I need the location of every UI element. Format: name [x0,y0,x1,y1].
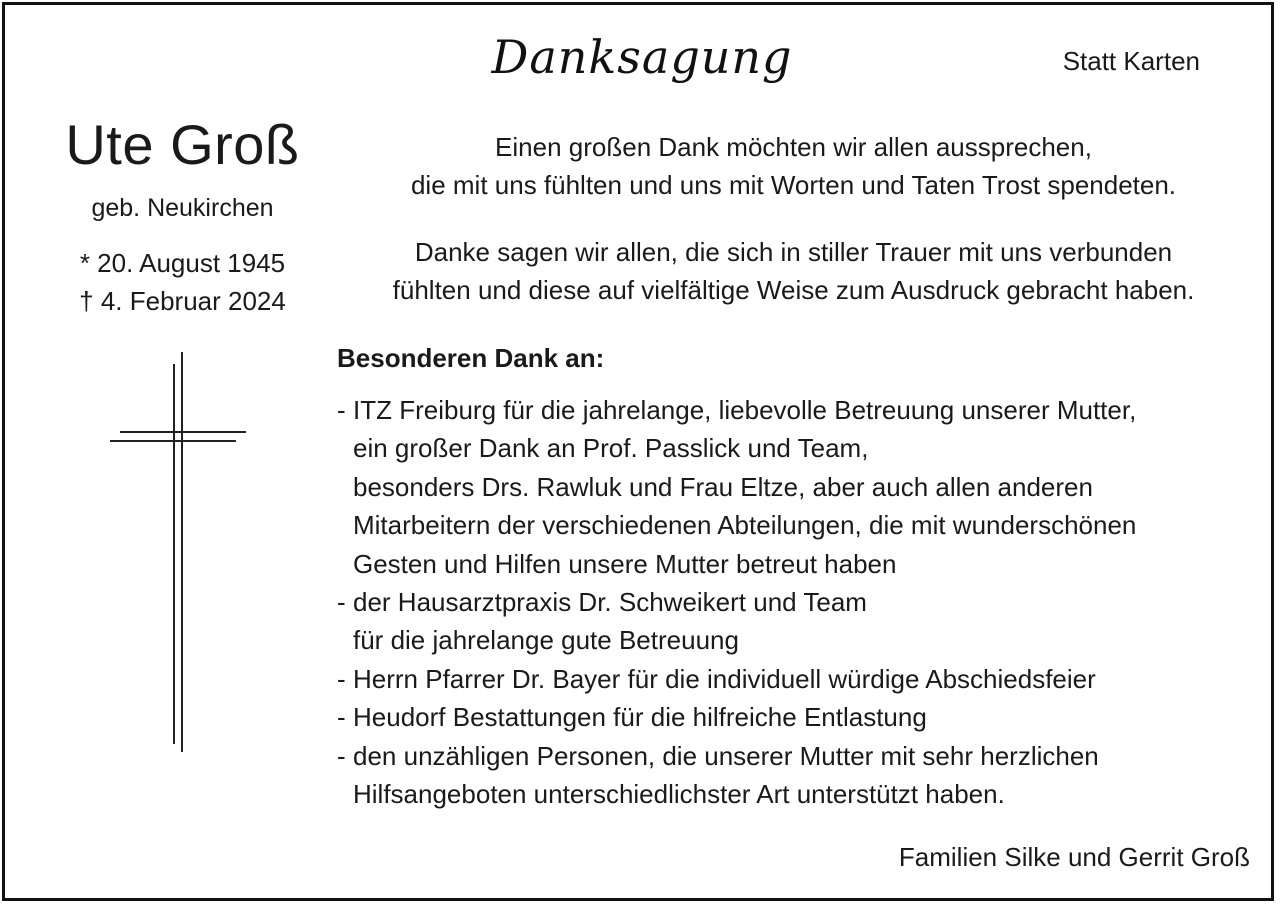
list-dash: - [337,740,346,771]
statt-karten-label: Statt Karten [1062,46,1200,76]
list-dash: - [337,587,346,618]
death-date: † 4. Februar 2024 [79,286,286,316]
list-item [337,737,1136,814]
list-item [337,391,1136,583]
list-item-line: ein großer Dank an Prof. Passlick und Team, [353,433,869,464]
list-item-line: den unzähligen Personen, die unserer Mutter mit sehr herzlichen [353,740,1099,771]
birth-name: geb. Neukirchen [91,194,274,222]
list-item-line: ITZ Freiburg für die jahrelange, liebevolle Betreuung unserer Mutter, [353,395,1137,425]
paragraph-line: Einen großen Dank möchten wir allen aussprechen, [495,132,1092,162]
list-item-line: Herrn Pfarrer Dr. Bayer für die individuell würdige Abschiedsfeier [353,663,1096,694]
paragraph-line: fühlten und diese auf vielfältige Weise zum Ausdruck gebracht haben. [392,275,1195,305]
notice-title: Danksagung [491,30,793,84]
birth-date: * 20. August 1945 [79,248,286,278]
list-item [337,583,1136,660]
thanks-list [337,391,1136,813]
list-item-line: Gesten und Hilfen unsere Mutter betreut haben [353,548,897,579]
list-item [337,698,1136,736]
list-item-line: besonders Drs. Rawluk und Frau Eltze, aber auch allen anderen [353,471,1093,502]
list-item-line: Hilfsangeboten unterschiedlichster Art unterstützt haben. [353,779,1005,810]
list-item-line: der Hausarztpraxis Dr. Schweikert und Team [353,587,867,618]
thanks-paragraph-1 [335,128,1252,204]
cross-icon [108,352,248,752]
list-item-line: Mitarbeitern der verschiedenen Abteilungen, die mit wunderschönen [353,510,1137,541]
paragraph-line: Danke sagen wir allen, die sich in stiller Trauer mit uns verbunden [414,237,1173,267]
list-item [337,660,1136,698]
deceased-name: Ute Groß [65,113,300,176]
special-thanks-heading: Besonderen Dank an: [337,343,605,373]
list-item-line: Heudorf Bestattungen für die hilfreiche Entlastung [353,702,927,733]
list-dash: - [337,663,346,694]
list-item-line: für die jahrelange gute Betreuung [353,625,739,656]
list-dash: - [337,702,346,733]
signature: Familien Silke und Gerrit Groß [898,842,1250,872]
thanks-paragraph-2 [335,233,1252,309]
list-dash: - [337,395,346,425]
paragraph-line: die mit uns fühlten und uns mit Worten und Taten Trost spendeten. [410,170,1177,200]
